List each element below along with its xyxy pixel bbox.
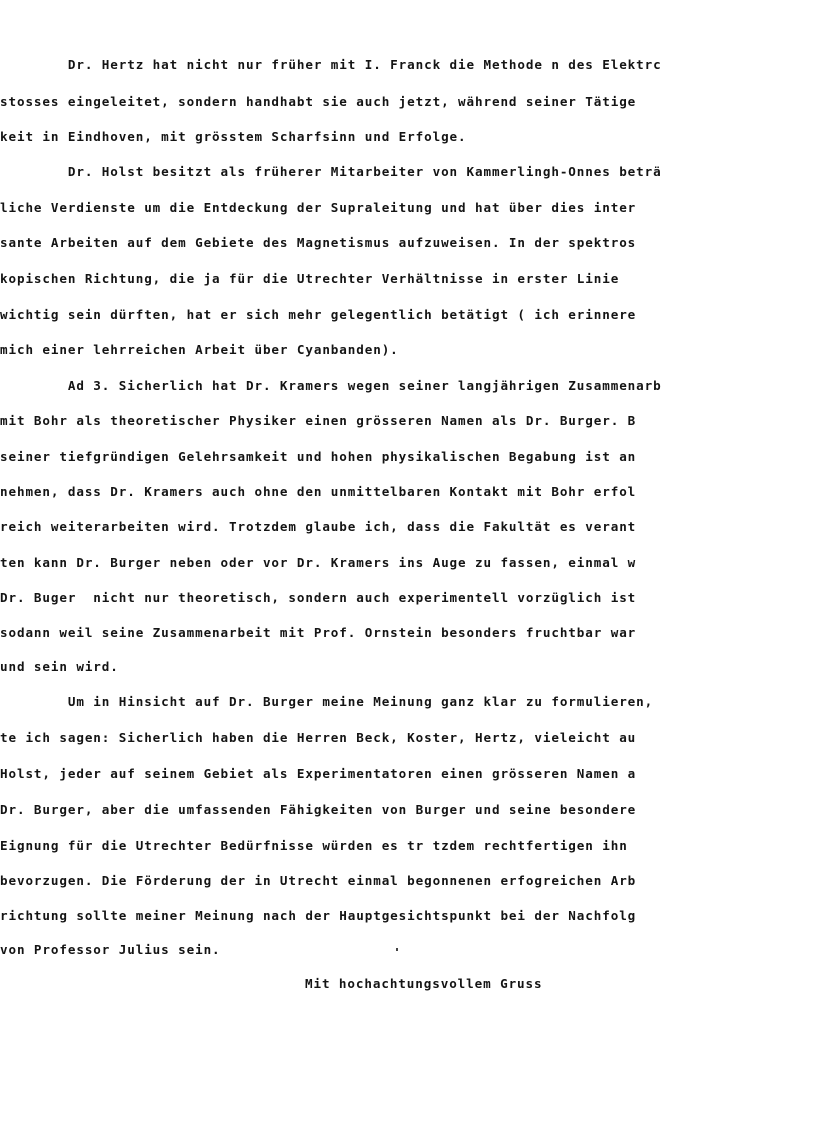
letter-line-14: reich weiterarbeiten wird. Trotzdem glaube ich, dass die Fakultät es verant [0,519,637,534]
letter-line-9: mich einer lehrreichen Arbeit über Cyanbanden). [0,342,399,357]
letter-line-24: bevorzugen. Die Förderung der in Utrecht einmal begonnenen erfogreichen Arb [0,873,637,888]
letter-line-19: Um in Hinsicht auf Dr. Burger meine Meinung ganz klar zu formulieren, [0,694,654,709]
letter-line-17: sodann weil seine Zusammenarbeit mit Prof. Ornstein besonders fruchtbar war [0,625,637,640]
letter-line-3: keit in Eindhoven, mit grösstem Scharfsinn und Erfolge. [0,129,467,144]
letter-line-20: te ich sagen: Sicherlich haben die Herren Beck, Koster, Hertz, vieleicht au [0,730,637,745]
letter-line-23: Eignung für die Utrechter Bedürfnisse würden es tr tzdem rechtfertigen ihn [0,838,628,853]
closing-salutation: Mit hochachtungsvollem Gruss [305,976,543,991]
letter-line-4: Dr. Holst besitzt als früherer Mitarbeiter von Kammerlingh-Onnes beträ [0,164,662,179]
letter-line-5: liche Verdienste um die Entdeckung der Supraleitung und hat über dies inter [0,200,637,215]
letter-line-2: stosses eingeleitet, sondern handhabt sie auch jetzt, während seiner Tätige [0,94,637,109]
letter-line-13: nehmen, dass Dr. Kramers auch ohne den unmittelbaren Kontakt mit Bohr erfol [0,484,637,499]
letter-line-11: mit Bohr als theoretischer Physiker einen grösseren Namen als Dr. Burger. B [0,413,637,428]
letter-line-26: von Professor Julius sein. [0,942,221,957]
letter-line-22: Dr. Burger, aber die umfassenden Fähigkeiten von Burger und seine besondere [0,802,637,817]
letter-line-15: ten kann Dr. Burger neben oder vor Dr. Kramers ins Auge zu fassen, einmal w [0,555,637,570]
letter-line-6: sante Arbeiten auf dem Gebiete des Magnetismus aufzuweisen. In der spektros [0,235,637,250]
letter-line-1: Dr. Hertz hat nicht nur früher mit I. Franck die Methode n des Elektrc [0,57,662,72]
letter-line-18: und sein wird. [0,659,119,674]
letter-line-21: Holst, jeder auf seinem Gebiet als Experimentatoren einen grösseren Namen a [0,766,637,781]
letter-line-8: wichtig sein dürften, hat er sich mehr gelegentlich betätigt ( ich erinnere [0,307,637,322]
ink-speck [396,948,398,951]
letter-line-25: richtung sollte meiner Meinung nach der Hauptgesichtspunkt bei der Nachfolg [0,908,637,923]
letter-line-10: Ad 3. Sicherlich hat Dr. Kramers wegen seiner langjährigen Zusammenarb [0,378,662,393]
letter-line-7: kopischen Richtung, die ja für die Utrechter Verhältnisse in erster Linie [0,271,620,286]
letter-line-12: seiner tiefgründigen Gelehrsamkeit und hohen physikalischen Begabung ist an [0,449,637,464]
letter-line-16: Dr. Buger nicht nur theoretisch, sondern auch experimentell vorzüglich ist [0,590,637,605]
